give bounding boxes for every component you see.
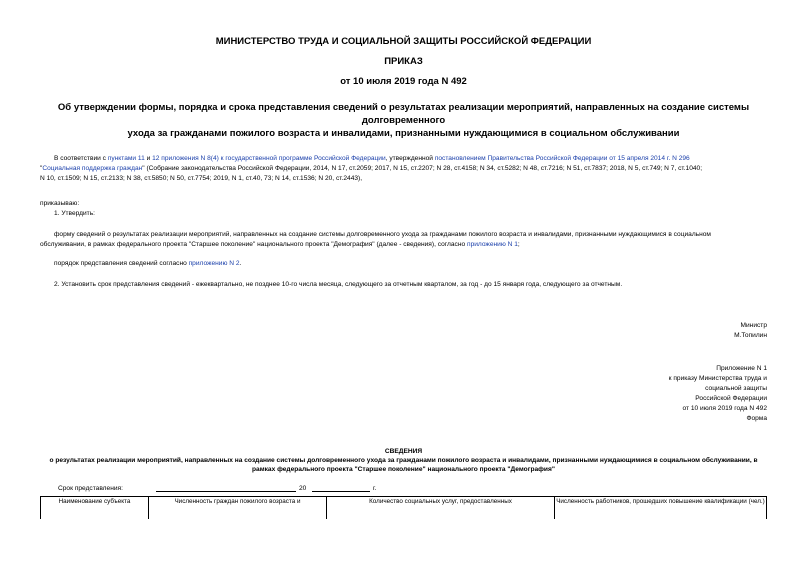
preamble-text: " (Собрание законодательства Российской Федерации, 2014, N 17, ст.2059; 2017, N 15, ст.2207; N 28, ст.4158; N 34, ст.5282; N 48, ст.7216; N 51, ст.7837; 2018, N 5, ст.749; N 7, ст.1040;	[142, 165, 703, 172]
preamble-text: "	[40, 165, 43, 172]
form-approval-paragraph	[40, 230, 770, 250]
form-title: СВЕДЕНИЯ	[384, 448, 423, 455]
form-subtitle-line-2: рамках федерального проекта "Старшее поколение" национального проекта "Демография"	[252, 466, 555, 473]
preamble-text: и	[144, 155, 153, 162]
procedure-paragraph	[54, 259, 241, 269]
appendix-line-2: к приказу Министерства труда и	[668, 375, 767, 382]
appendix-line-6: Форма	[746, 415, 767, 422]
column-header-services-count: Количество социальных услуг, предоставленных	[326, 497, 554, 519]
signature-position: Министр	[740, 322, 767, 329]
document-type: ПРИКАЗ	[384, 56, 423, 67]
deadline-label: Срок представления:	[58, 485, 123, 492]
document-date-number: от 10 июля 2019 года N 492	[340, 76, 467, 87]
preamble-text: , утвержденной	[385, 155, 435, 162]
column-header-region: Наименование субъекта	[40, 497, 148, 519]
form-heading	[0, 447, 807, 474]
preamble-line-1	[40, 154, 770, 164]
form-approval-line-2	[40, 240, 770, 250]
form-subtitle-line-1: о результатах реализации мероприятий, направленных на создание системы долговременного ухода за гражданами пожилого возраста и инвалидами, признанными нуждающимися в социальном обслуживании, в	[49, 457, 758, 464]
link-social-support-program[interactable]: Социальная поддержка граждан	[42, 165, 143, 172]
preamble-line-2	[40, 164, 770, 174]
link-government-resolution[interactable]: постановлением Правительства Российской Федерации от 15 апреля 2014 г. N 296	[434, 155, 690, 162]
preamble-line-3: N 10, ст.1509; N 15, ст.2133; N 38, ст.5850; N 50, ст.7754; 2019, N 1, ст.40, 73; N 14, ст.1536; N 20, ст.2443),	[40, 175, 363, 182]
appendix-line-5: от 10 июля 2019 года N 492	[682, 405, 767, 412]
column-header-trained-staff: Численность работников, прошедших повышение квалификации (чел.)	[554, 497, 767, 519]
appendix-line-1: Приложение N 1	[716, 365, 767, 372]
appendix-line-3: социальной защиты	[705, 385, 767, 392]
procedure-text: .	[239, 260, 242, 267]
signature-name: М.Топилин	[734, 332, 767, 339]
column-header-elderly-count: Численность граждан пожилого возраста и	[148, 497, 326, 519]
link-points-11[interactable]: пунктами 11	[107, 155, 145, 162]
form-approval-line-1: форму сведений о результатах реализации мероприятий, направленных на создание системы долговременного ухода за гражданами пожилого возраста и инвалидами, признанными нуждающимися в социальном	[54, 231, 711, 238]
form-approval-text: ;	[517, 241, 520, 248]
preamble-text: В соответствии с	[54, 155, 108, 162]
form-approval-text: обслуживании, в рамках федерального проекта "Старшее поколение" национального проекта "Демография" (далее - сведения), согласно	[40, 241, 467, 248]
appendix-header	[669, 364, 767, 424]
preamble	[40, 154, 770, 184]
deadline-year-field[interactable]	[312, 491, 370, 492]
ministry-name: МИНИСТЕРСТВО ТРУДА И СОЦИАЛЬНОЙ ЗАЩИТЫ РОССИЙСКОЙ ФЕДЕРАЦИИ	[215, 36, 592, 47]
form-table-header	[40, 496, 767, 519]
order-item-2: 2. Установить срок представления сведений - ежеквартально, не позднее 10-го числа месяца, следующего за отчетным кварталом, за год - до 15 января года, следующего за отчетным.	[54, 281, 623, 288]
document-title	[40, 101, 767, 140]
document-title-line-1: Об утверждении формы, порядка и срока представления сведений о результатах реализации мероприятий, направленных на создание системы долговременного	[57, 102, 750, 126]
signature-block	[734, 321, 767, 341]
year-suffix: г.	[373, 485, 377, 492]
deadline-date-field[interactable]	[156, 491, 296, 492]
year-prefix: 20	[299, 485, 307, 492]
link-appendix-2[interactable]: приложению N 2	[188, 260, 240, 267]
link-appendix-1[interactable]: приложению N 1	[467, 241, 518, 248]
link-appendix-8-4[interactable]: 12 приложения N 8(4) к государственной программе Российской Федерации	[152, 155, 386, 162]
order-word: приказываю:	[40, 200, 80, 207]
order-item-1: 1. Утвердить:	[54, 210, 95, 217]
document-title-line-2: ухода за гражданами пожилого возраста и инвалидами, признанными нуждающимися в социальном обслуживании	[127, 128, 680, 139]
appendix-line-4: Российской Федерации	[695, 395, 767, 402]
procedure-text: порядок представления сведений согласно	[54, 260, 189, 267]
